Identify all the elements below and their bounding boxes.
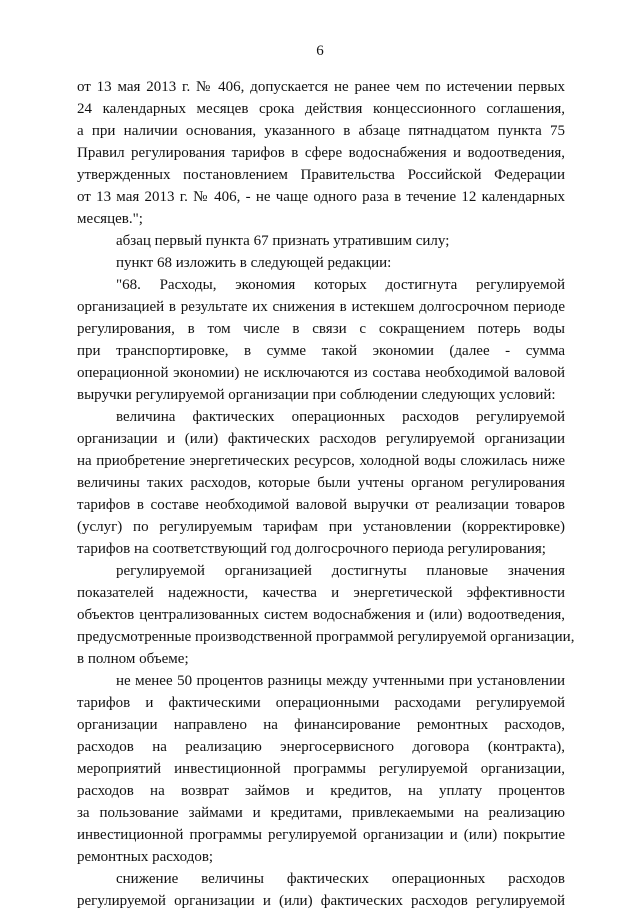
text-line: "68. Расходы, экономия которых достигнута регулируемой xyxy=(116,277,565,293)
text-line: абзац первый пункта 67 признать утратившим силу; xyxy=(116,233,450,249)
text-line: мероприятий инвестиционной программы регулируемой организации, xyxy=(77,761,565,777)
text-line: предусмотренные производственной программой регулируемой организации, xyxy=(77,629,575,645)
text-line: показателей надежности, качества и энергетической эффективности xyxy=(77,585,565,601)
text-line: величина фактических операционных расходов регулируемой xyxy=(116,409,565,425)
text-line: расходов на реализацию энергосервисного договора (контракта), xyxy=(77,739,565,755)
text-line: 24 календарных месяцев срока действия концессионного соглашения, xyxy=(77,101,565,117)
text-line: а при наличии основания, указанного в абзаце пятнадцатом пункта 75 xyxy=(77,123,565,139)
text-line: тарифов на соответствующий год долгосрочного периода регулирования; xyxy=(77,541,546,557)
text-line: Правил регулирования тарифов в сфере водоснабжения и водоотведения, xyxy=(77,145,565,161)
text-line: операционной экономии) не исключаются из состава необходимой валовой xyxy=(77,365,565,381)
text-line: (услуг) по регулируемым тарифам при установлении (корректировке) xyxy=(77,519,565,535)
text-line: организацией в результате их снижения в истекшем долгосрочном периоде xyxy=(77,299,565,315)
text-line: регулируемой организацией достигнуты плановые значения xyxy=(116,563,565,579)
text-line: за пользование займами и кредитами, привлекаемыми на реализацию xyxy=(77,805,565,821)
text-line: тарифов и фактическими операционными расходами регулируемой xyxy=(77,695,565,711)
text-line: не менее 50 процентов разницы между учтенными при установлении xyxy=(116,673,565,689)
page-number: 6 xyxy=(316,43,324,59)
text-line: при транспортировке, в сумме такой экономии (далее - сумма xyxy=(77,343,565,359)
text-line: организации и (или) фактических расходов регулируемой организации xyxy=(77,431,565,447)
text-line: регулируемой организации и (или) фактических расходов регулируемой xyxy=(77,893,565,909)
text-line: ремонтных расходов; xyxy=(77,849,214,865)
text-line: выручки регулируемой организации при соблюдении следующих условий: xyxy=(77,387,556,403)
text-line: тарифов в составе необходимой валовой выручки от реализации товаров xyxy=(77,497,565,513)
text-line: от 13 мая 2013 г. № 406, допускается не ранее чем по истечении первых xyxy=(77,79,565,95)
text-line: на приобретение энергетических ресурсов, холодной воды сложилась ниже xyxy=(77,453,565,469)
text-line: расходов на возврат займов и кредитов, на уплату процентов xyxy=(77,783,565,799)
text-line: снижение величины фактических операционных расходов xyxy=(116,871,565,887)
text-line: пункт 68 изложить в следующей редакции: xyxy=(116,255,392,271)
text-line: величины таких расходов, которые были учтены органом регулирования xyxy=(77,475,565,491)
text-line: месяцев."; xyxy=(77,211,143,227)
text-line: инвестиционной программы регулируемой организации и (или) покрытие xyxy=(77,827,565,843)
text-line: регулирования, в том числе в связи с сокращением потерь воды xyxy=(77,321,565,337)
text-line: организации направлено на финансирование ремонтных расходов, xyxy=(77,717,565,733)
text-line: от 13 мая 2013 г. № 406, - не чаще одного раза в течение 12 календарных xyxy=(77,189,565,205)
text-line: объектов централизованных систем водоснабжения и (или) водоотведения, xyxy=(77,607,565,623)
document-text xyxy=(77,76,575,912)
text-line: в полном объеме; xyxy=(77,651,189,667)
text-line: утвержденных постановлением Правительства Российской Федерации xyxy=(77,167,565,183)
